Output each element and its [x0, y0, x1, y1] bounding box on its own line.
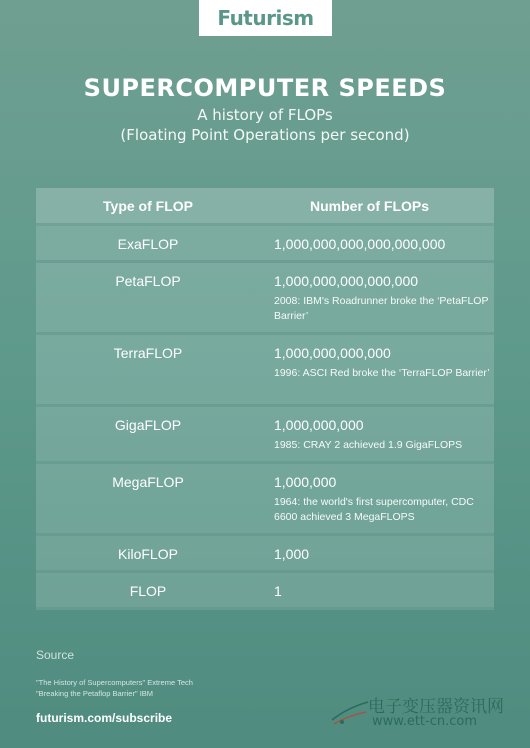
flop-type: TerraFLOP — [113, 345, 183, 361]
column-header-number: Number of FLOPs — [310, 197, 430, 214]
flop-count-cell — [260, 236, 494, 250]
table-row — [36, 407, 494, 464]
page-subtitle: A history of FLOPs — [197, 106, 333, 124]
flop-type: GigaFLOP — [114, 417, 182, 433]
milestone-note: 1985: CRAY 2 achieved 1.9 GigaFLOPS — [274, 439, 463, 451]
flop-count-cell — [260, 474, 494, 523]
watermark-url: www.ett-cn.com — [372, 714, 478, 729]
subscribe-link[interactable]: futurism.com/subscribe — [36, 711, 173, 725]
table-header-row — [36, 188, 494, 226]
flop-count-cell — [260, 583, 494, 597]
flop-count: 1,000,000,000,000,000,000 — [274, 236, 446, 252]
table-row — [36, 335, 494, 407]
flop-count: 1,000,000,000 — [274, 417, 364, 433]
milestone-note: 1964: the world's first supercomputer, CDC 6600 achieved 3 MegaFLOPS — [274, 496, 474, 523]
flop-type: FLOP — [129, 583, 167, 599]
flop-count: 1,000,000,000,000 — [274, 345, 391, 361]
column-header-type: Type of FLOP — [103, 197, 193, 214]
flop-count: 1,000,000 — [274, 474, 337, 490]
flop-count: 1,000,000,000,000,000 — [274, 273, 419, 289]
source-label: Source — [36, 648, 75, 662]
flop-count-cell — [260, 345, 494, 394]
watermark-text: 电子变压器资讯网 — [368, 697, 504, 717]
table-row — [36, 263, 494, 335]
flop-type: PetaFLOP — [115, 273, 181, 289]
table-row — [36, 464, 494, 536]
milestone-note: 2008: IBM's Roadrunner broke the ‘PetaFLOP Barrier’ — [274, 295, 489, 322]
milestone-note: 1996: ASCI Red broke the ‘TerraFLOP Barrier’ — [274, 367, 490, 379]
flop-count-cell — [260, 273, 494, 322]
futurism-logo[interactable]: Futurism — [199, 0, 332, 36]
flop-count: 1 — [274, 583, 282, 599]
watermark — [330, 690, 530, 740]
source-reference: "Breaking the Petaflop Barrier" IBM — [36, 689, 154, 698]
source-reference: "The History of Supercomputers" Extreme Tech — [36, 678, 193, 687]
flop-type: ExaFLOP — [117, 236, 179, 252]
table-row — [36, 226, 494, 263]
flop-count-cell — [260, 417, 494, 451]
table-row — [36, 573, 494, 610]
page-subtitle-detail: (Floating Point Operations per second) — [120, 126, 410, 144]
page-title: SUPERCOMPUTER SPEEDS — [83, 74, 447, 102]
flops-table — [36, 188, 494, 610]
table-row — [36, 536, 494, 573]
flop-count-cell — [260, 546, 494, 560]
watermark-logo-icon — [330, 698, 370, 730]
flop-type: MegaFLOP — [112, 474, 184, 490]
flop-type: KiloFLOP — [118, 546, 178, 562]
flop-count: 1,000 — [274, 546, 310, 562]
